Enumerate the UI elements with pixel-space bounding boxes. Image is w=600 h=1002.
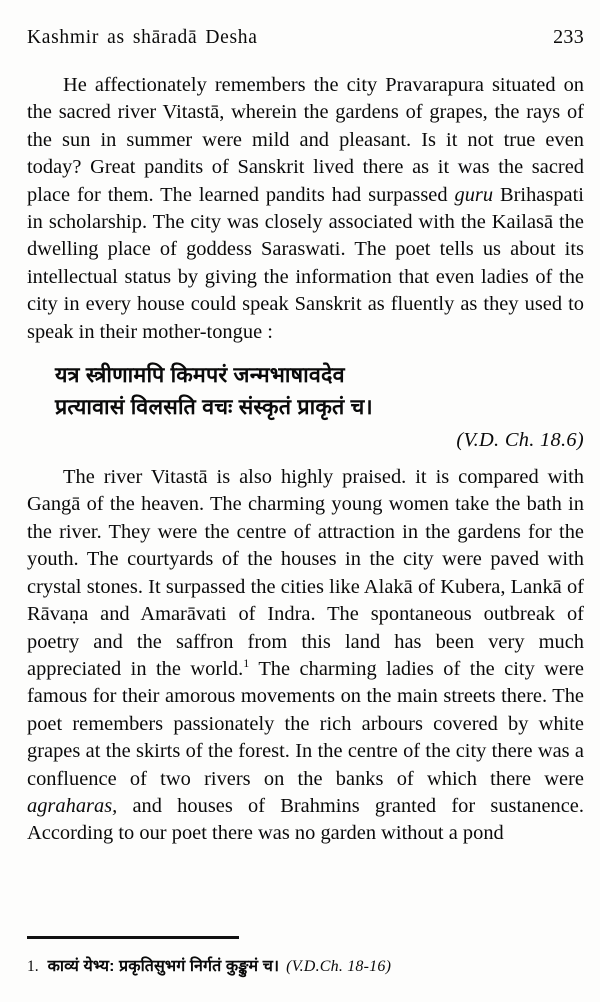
footnote-citation: (V.D.Ch. 18-16) xyxy=(286,958,392,975)
verse-line-2: प्रत्यावासं विलसति वचः संस्कृतं प्राकृतं च। xyxy=(55,395,373,420)
paragraph-2-text-part-1: The river Vitastā is also highly praised. it is compared with Gangā of the heaven. The charming young women take the bath in the river. They were the centre of attraction in the gardens for the youth. The courtyards of the houses in the city were paved with crystal stones. It surpassed the cities like Alakā of Kubera, Lankā of Rāvaṇa and Amarāvati of Indra. The spontaneous outbreak of poetry and the saffron from this land has been very much appreciated in the world. xyxy=(27,466,584,680)
page-number: 233 xyxy=(553,26,584,48)
running-head xyxy=(27,26,584,52)
paragraph-1-italic-guru: guru xyxy=(454,183,494,206)
footnote-number: 1. xyxy=(27,958,39,975)
paragraph-2-text-part-2: The charming ladies of the city were famous for their amorous movements on the main streets there. The poet remembers passionately the rich arbours covered by white grapes at the skirts of the forest. In the centre of the city there was a confluence of two rivers on the banks of which there were xyxy=(27,657,584,790)
footnote-reference-marker: 1 xyxy=(243,656,250,671)
verse-citation: (V.D. Ch. 18.6) xyxy=(456,429,584,452)
verse-line-1: यत्र स्त्रीणामपि किमपरं जन्मभाषावदेव xyxy=(55,363,345,388)
footnote-devanagari-text: काव्यं येभ्य: प्रकृतिसुभगं निर्गतं कुङ्कुमं च। xyxy=(47,958,280,975)
paragraph-2 xyxy=(27,464,584,848)
running-head-title: Kashmir as shāradā Desha xyxy=(27,27,258,48)
footnote-area xyxy=(27,936,584,977)
sanskrit-verse xyxy=(27,346,584,425)
paragraph-2-italic-agraharas: agraharas, xyxy=(27,794,118,817)
body-text-block xyxy=(27,72,584,848)
footnote-1 xyxy=(27,957,584,977)
paragraph-1-text-part-1: He affectionately remembers the city Pravarapura situated on the sacred river Vitastā, wherein the gardens of grapes, the rays of the sun in summer were mild and pleasant. Is it not true even today? Great pandits of Sanskrit lived there as it was the sacred place for them. The learned pandits had surpassed xyxy=(27,74,584,206)
paragraph-1-text-part-2: Brihaspati in scholarship. The city was closely associated with the Kailasā the dwelling place of goddess Saraswati. The poet tells us about its intellectual status by giving the information that even ladies of the city in every house could speak Sanskrit as fluently as they used to speak in their mother-tongue : xyxy=(27,183,584,343)
footnote-separator-rule xyxy=(27,936,239,939)
paragraph-2-text-part-3: and houses of Brahmins granted for sustanence. According to our poet there was no garden without a pond xyxy=(27,794,584,845)
paragraph-1 xyxy=(27,72,584,346)
